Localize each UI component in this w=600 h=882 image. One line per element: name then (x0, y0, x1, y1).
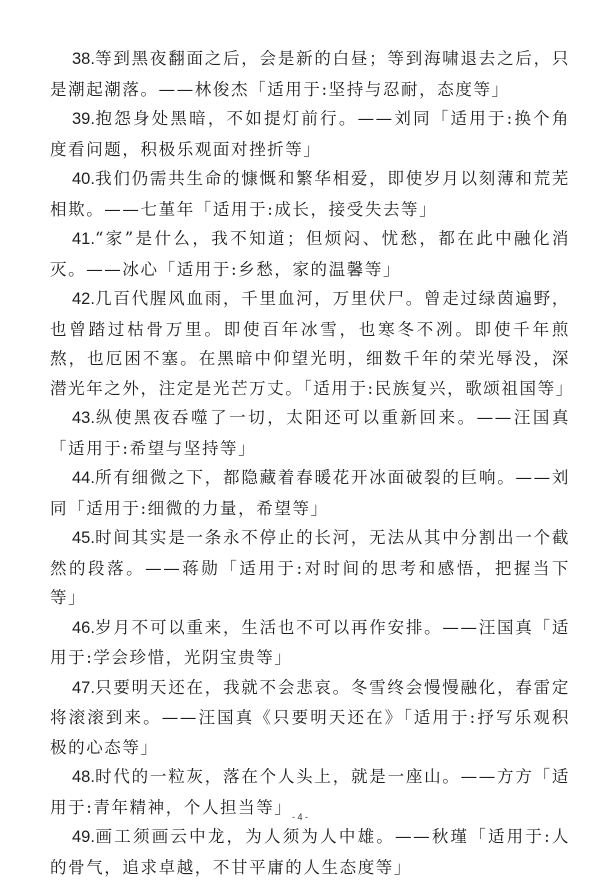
entry-number: 46. (72, 618, 95, 637)
entry-text: 岁月不可以重来，生活也不可以再作安排。——汪国真「适用于:学会珍惜，光阴宝贵等」 (50, 617, 570, 667)
quote-entry-42 (50, 284, 574, 403)
quote-entry-46 (50, 613, 570, 673)
document-page (50, 44, 574, 882)
entry-number: 45. (72, 529, 95, 547)
entry-text: 时间其实是一条永不停止的长河，无法从其中分割出一个截然的段落。——蒋勋「适用于:对时间的思考和感悟，把握当下等」 (50, 528, 570, 607)
quote-entry-49 (50, 822, 570, 882)
quote-entry-40 (50, 164, 570, 224)
page-number: - 4 - (291, 812, 308, 822)
entry-number: 44. (72, 469, 95, 487)
entry-text: 等到黑夜翻面之后，会是新的白昼；等到海啸退去之后，只是潮起潮落。——林俊杰「适用于:坚持与忍耐，态度等」 (50, 49, 570, 99)
quote-entry-38 (50, 44, 570, 104)
entry-number: 43. (72, 409, 95, 427)
entry-text: 时代的一粒灰，落在个人头上，就是一座山。——方方「适用于:青年精神，个人担当等」 (50, 767, 570, 817)
entry-number: 40. (72, 170, 95, 188)
entry-number: 47. (72, 678, 95, 697)
entry-number: 41. (72, 230, 95, 248)
quote-entry-41 (50, 224, 570, 284)
entry-text: 画工须画云中龙，为人须为人中雄。——秋瑾「适用于:人的骨气，追求卓越，不甘平庸的人生态度等」 (50, 827, 570, 877)
entry-number: 49. (72, 828, 95, 846)
entry-text: 我们仍需共生命的慷慨和繁华相爱，即使岁月以刻薄和荒芜相欺。——七堇年「适用于:成长，接受失去等」 (50, 169, 570, 219)
quote-entry-47 (50, 673, 570, 763)
entry-number: 39. (72, 110, 95, 128)
quote-entry-43 (50, 403, 570, 463)
entry-text: 抱怨身处黑暗，不如提灯前行。——刘同「适用于:换个角度看问题，积极乐观面对挫折等」 (50, 109, 570, 159)
quote-entry-44 (50, 463, 570, 523)
entry-text: 纵使黑夜吞噬了一切，太阳还可以重新回来。——汪国真「适用于:希望与坚持等」 (50, 408, 570, 458)
quote-entry-39 (50, 104, 570, 164)
entry-number: 42. (72, 290, 95, 308)
entry-number: 48. (72, 768, 95, 786)
entry-text: 只要明天还在，我就不会悲哀。冬雪终会慢慢融化，春雷定将滚滚到来。——汪国真《只要明天还在》「适用于:抒写乐观积极的心态等」 (50, 677, 570, 757)
entry-text: “家”是什么，我不知道；但烦闷、忧愁，都在此中融化消灭。——冰心「适用于:乡愁，家的温馨等」 (50, 229, 570, 279)
entry-text: 所有细微之下，都隐藏着春暖花开冰面破裂的巨响。——刘同「适用于:细微的力量，希望等」 (50, 468, 570, 518)
entry-text: 几百代腥风血雨，千里血河，万里伏尸。曾走过绿茵遍野，也曾踏过枯骨万里。即使百年冰雪，也寒冬不冽。即使千年煎熬，也厄困不塞。在黑暗中仰望光明，细数千年的荣光辱没，深潜光年之外，注定是光芒万丈。「适用于:民族复兴，歌颂祖国等」 (50, 289, 574, 398)
quote-entry-45 (50, 523, 570, 613)
entry-number: 38. (72, 50, 95, 68)
